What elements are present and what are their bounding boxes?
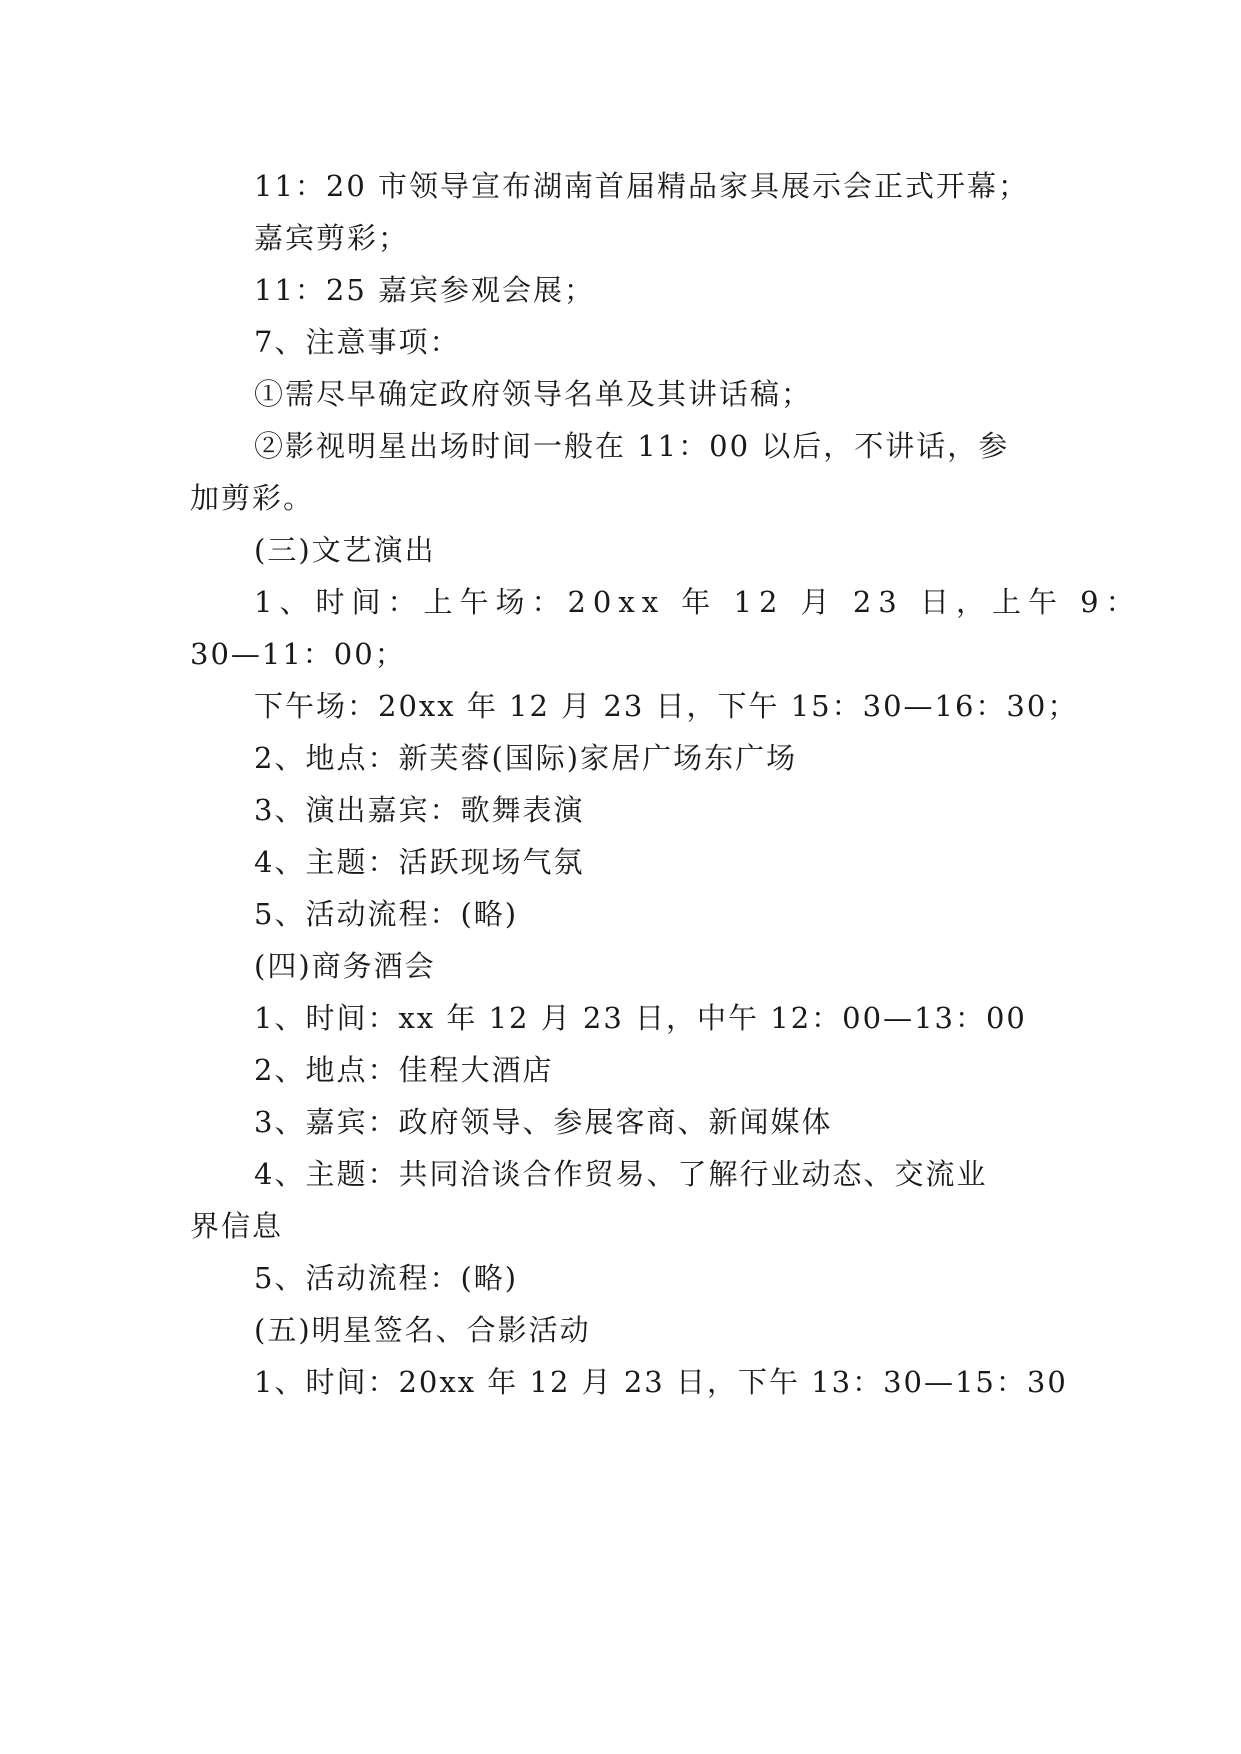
performance-time-morning: 1、时间：上午场：20xx 年 12 月 23 日，上午 9：: [254, 585, 1142, 619]
section-heading-autograph: (五)明星签名、合影活动: [254, 1313, 591, 1347]
performance-time-afternoon: 下午场：20xx 年 12 月 23 日，下午 15：30—16：30；: [254, 689, 1079, 723]
reception-process: 5、活动流程：(略): [254, 1261, 519, 1295]
section-heading-reception: (四)商务酒会: [254, 949, 436, 983]
schedule-line-visit: 11：25 嘉宾参观会展；: [254, 273, 596, 307]
item-notes-heading: 7、注意事项：: [254, 325, 461, 359]
reception-theme: 4、主题：共同洽谈合作贸易、了解行业动态、交流业: [254, 1157, 988, 1191]
performance-guests: 3、演出嘉宾：歌舞表演: [254, 793, 585, 827]
performance-location: 2、地点：新芙蓉(国际)家居广场东广场: [254, 741, 798, 775]
autograph-time: 1、时间：20xx 年 12 月 23 日，下午 13：30—15：30: [254, 1365, 1068, 1399]
performance-time-morning-continued: 30—11：00；: [190, 637, 406, 671]
reception-guests: 3、嘉宾：政府领导、参展客商、新闻媒体: [254, 1105, 833, 1139]
section-heading-performance: (三)文艺演出: [254, 533, 436, 567]
note-item-2-continued: 加剪彩。: [190, 481, 315, 515]
note-item-2: ②影视明星出场时间一般在 11：00 以后，不讲话，参: [254, 429, 1010, 463]
reception-time: 1、时间：xx 年 12 月 23 日，中午 12：00—13：00: [254, 1001, 1027, 1035]
performance-process: 5、活动流程：(略): [254, 897, 519, 931]
schedule-line-ribbon-cutting: 嘉宾剪彩；: [254, 221, 410, 255]
schedule-line-opening: 11：20 市领导宣布湖南首届精品家具展示会正式开幕；: [254, 169, 1030, 203]
note-item-1: ①需尽早确定政府领导名单及其讲话稿；: [254, 377, 813, 411]
reception-location: 2、地点：佳程大酒店: [254, 1053, 554, 1087]
reception-theme-continued: 界信息: [190, 1209, 284, 1243]
performance-theme: 4、主题：活跃现场气氛: [254, 845, 585, 879]
